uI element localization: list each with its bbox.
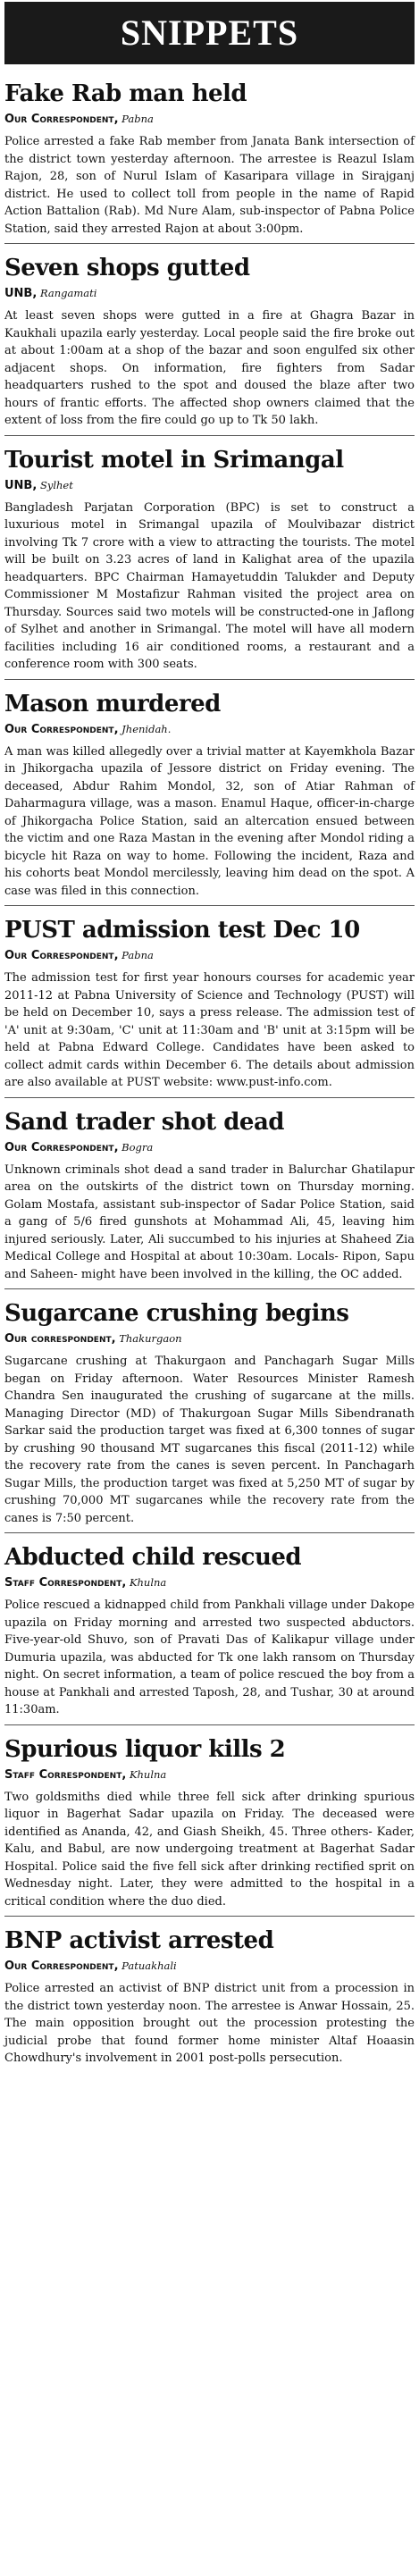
news-story	[4, 689, 415, 907]
byline-source: Our Correspondent,	[4, 1959, 119, 1973]
byline-place: Pabna	[122, 113, 154, 125]
story-body: Bangladesh Parjatan Corporation (BPC) is set to construct a luxurious motel in Srimangal upazila of Moulvibazar district involving Tk 7 crore with a view to attracting the tourists. The motel will be built on 3.23 acres of land in Kalighat area of the upazila headquarters. BPC Chairman Hamayetuddin Talukder and Deputy Commissioner M Mostafizur Rahman visited the project area on Thursday. Sources said two motels will be constructed-one in Jaflong of Sylhet and another in Srimangal. The motel will have all modern facilities including 16 air conditioned rooms, a restaurant and a conference room with 300 seats.	[4, 499, 415, 680]
section-title: SNIPPETS	[4, 2, 415, 64]
story-byline	[4, 1956, 415, 1976]
byline-source: Staff Correspondent,	[4, 1576, 127, 1590]
news-story	[4, 445, 415, 680]
byline-place: Pabna	[122, 949, 154, 961]
story-byline	[4, 1329, 415, 1349]
story-body: Sugarcane crushing at Thakurgaon and Panchagarh Sugar Mills began on Friday afternoon. Water Resources Minister Ramesh Chandra Sen inaugurated the crushing of sugarcane at the mills. Managing Director (MD) of Thakurgoan Sugar Mills Sibendranath Sarkar said the production target was fixed at 6,300 tonnes of sugar by crushing 90 thousand MT sugarcanes this fiscal (2011-12) while the recovery rate from the canes is seven percent. In Panchagarh Sugar Mills, the production target was fixed at 5,250 MT of sugar by crushing 70,000 MT sugarcanes while the recovery rate from the canes is 7:50 percent.	[4, 1353, 415, 1533]
story-body: Two goldsmiths died while three fell sick after drinking spurious liquor in Bagerhat Sadar upazila on Friday. The deceased were identified as Ananda, 42, and Giash Sheikh, 45. Three others- Kader, Kalu, and Babul, are now undergoing treatment at Bagerhat Sadar Hospital. Police said the five fell sick after drinking rectified sprit on Wednesday night. Later, they were admitted to the hospital in a critical condition where the duo died.	[4, 1789, 415, 1917]
byline-place: Thakurgaon	[119, 1332, 182, 1345]
byline-source: Our Correspondent,	[4, 113, 119, 126]
byline-place: Jhenidah.	[122, 722, 172, 735]
byline-place: Patuakhali	[122, 1959, 177, 1972]
story-byline	[4, 475, 415, 496]
news-story	[4, 1926, 415, 2073]
story-byline	[4, 1137, 415, 1158]
byline-source: Our correspondent,	[4, 1332, 116, 1346]
stories-column	[4, 79, 415, 2073]
story-headline: Tourist motel in Srimangal	[4, 446, 344, 474]
news-story	[4, 1107, 415, 1290]
story-body: At least seven shops were gutted in a fire at Ghagra Bazar in Kaukhali upazila early yesterday. Local people said the fire broke out at about 1:00am at a shop of the bazar and soon engulfed six other adjacent shops. On information, fire fighters from Sadar headquarters rushed to the spot and doused the blaze after two hours of frantic efforts. The affected shop owners claimed that the extent of loss from the fire could go up to Tk 50 lakh.	[4, 307, 415, 436]
story-byline	[4, 283, 415, 304]
news-story	[4, 915, 415, 1098]
news-story	[4, 79, 415, 244]
story-headline: Seven shops gutted	[4, 255, 250, 281]
story-headline: Fake Rab man held	[4, 80, 247, 107]
story-headline: Sand trader shot dead	[4, 1108, 284, 1136]
story-headline: Abducted child rescued	[4, 1544, 302, 1571]
byline-source: Staff Correspondent,	[4, 1767, 127, 1782]
story-headline: Sugarcane crushing begins	[4, 1300, 349, 1327]
news-story	[4, 1298, 415, 1533]
byline-source: UNB,	[4, 287, 38, 300]
story-byline	[4, 109, 415, 130]
byline-source: Our Correspondent,	[4, 722, 119, 736]
byline-source: Our Correspondent,	[4, 1140, 119, 1154]
story-byline	[4, 1573, 415, 1593]
news-story	[4, 253, 415, 436]
byline-place: Khulna	[129, 1576, 167, 1589]
news-story	[4, 1734, 415, 1917]
byline-place: Bogra	[122, 1140, 154, 1154]
byline-place: Sylhet	[39, 478, 73, 491]
story-body: Police rescued a kidnapped child from Pankhali village under Dakope upazila on Friday morning and arrested two suspected abductors. Five-year-old Shuvo, son of Pravati Das of Kalikapur village under Dumuria upazila, was abducted for Tk one lakh ransom on Thursday night. On secret information, a team of police rescued the boy from a house at Pankhali and arrested Taposh, 28, and Tushar, 30 at around 11:30am.	[4, 1597, 415, 1725]
story-byline	[4, 945, 415, 966]
story-byline	[4, 1765, 415, 1785]
byline-place: Rangamati	[39, 287, 97, 299]
story-byline	[4, 719, 415, 740]
story-headline: BNP activist arrested	[4, 1927, 274, 1954]
byline-source: Our Correspondent,	[4, 949, 119, 962]
story-body: A man was killed allegedly over a trivial matter at Kayemkhola Bazar in Jhikorgacha upazila of Jessore district on Friday evening. The deceased, Abdur Rahim Mondol, 32, son of Atiar Rahman of Daharmagura village, was a mason. Enamul Haque, officer-in-charge of Jhikorgacha Police Station, said an altercation ensued between the victim and one Raza Mastan in the evening after Mondol riding a bicycle hit Raza on way to home. Following the incident, Raza and his cohorts beat Mondol mercilessly, leaving him dead on the spot. A case was filed in this connection.	[4, 743, 415, 907]
story-headline: Spurious liquor kills 2	[4, 1735, 286, 1763]
news-story	[4, 1542, 415, 1725]
story-body: Police arrested a fake Rab member from Janata Bank intersection of the district town yesterday afternoon. The arrestee is Reazul Islam Rajon, 28, son of Nurul Islam of Kasaripara village in Sirajganj district. He used to collect toll from people in the name of Rapid Action Battalion (Rab). Md Nure Alam, sub-inspector of Pabna Police Station, said they arrested Rajon at about 3:00pm.	[4, 133, 415, 244]
byline-source: UNB,	[4, 478, 38, 492]
story-body: Unknown criminals shot dead a sand trader in Balurchar Ghatilapur area on the outskirts of the district town on Thursday morning. Golam Mostafa, assistant sub-inspector of Sadar Police Station, said a gang of 5/6 fired gunshots at Mohammad Ali, 45, leaving him injured seriously. Later, Ali succumbed to his injuries at Shaheed Zia Medical College and Hospital at about 10:30am. Locals- Ripon, Sapu and Saheen- might have been involved in the killing, the OC added.	[4, 1162, 415, 1290]
story-body: The admission test for first year honours courses for academic year 2011-12 at Pabna University of Science and Technology (PUST) will be held on December 10, says a press release. The admission test of 'A' unit at 9:30am, 'C' unit at 11:30am and 'B' unit at 3:15pm will be held at Pabna Edward College. Candidates have been asked to collect admit cards within December 6. The details about admission are also available at PUST website: www.pust-info.com.	[4, 969, 415, 1098]
story-body: Police arrested an activist of BNP district unit from a procession in the district town yesterday noon. The arrestee is Anwar Hossain, 25. The main opposition brought out the procession protesting the judicial probe that found former home minister Altaf Hoaasin Chowdhury's involvement in 2001 post-polls persecution.	[4, 1982, 415, 2065]
byline-place: Khulna	[129, 1767, 167, 1781]
story-headline: Mason murdered	[4, 690, 221, 717]
story-headline: PUST admission test Dec 10	[4, 917, 360, 944]
